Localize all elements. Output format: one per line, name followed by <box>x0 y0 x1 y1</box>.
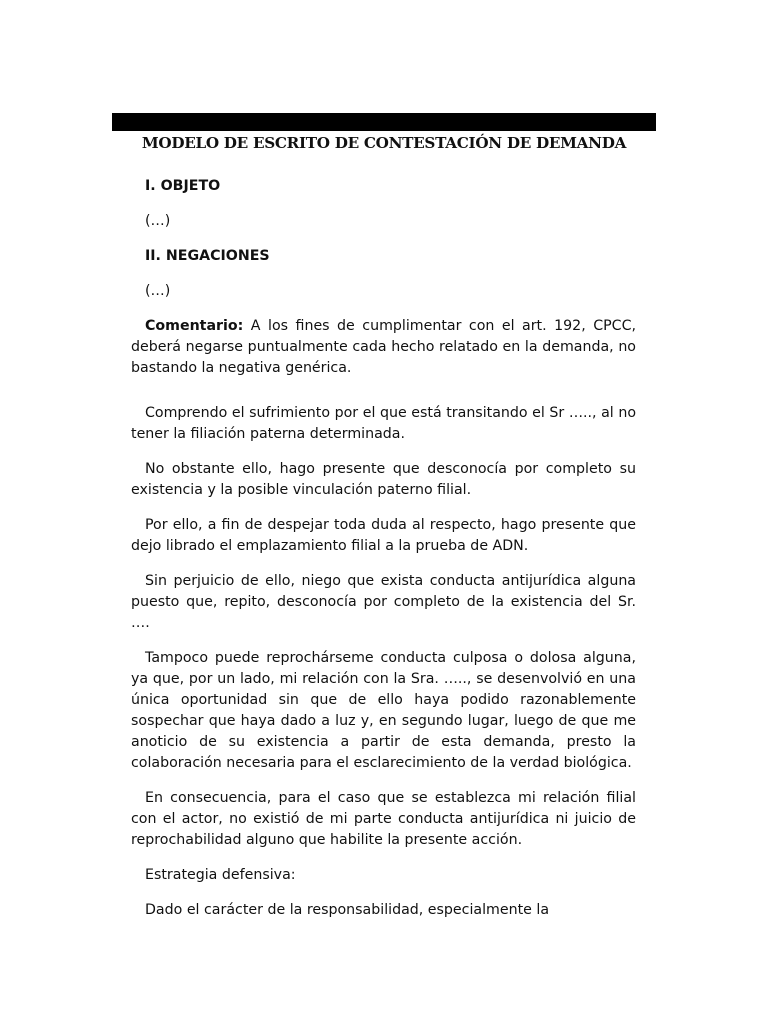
ellipsis-objeto: (…) <box>145 213 171 229</box>
document-title: MODELO DE ESCRITO DE CONTESTACIÓN DE DEMANDA <box>141 134 627 152</box>
section-heading-negaciones: II. NEGACIONES <box>145 248 270 264</box>
comment-label: Comentario: <box>145 318 244 334</box>
section-heading-objeto: I. OBJETO <box>145 178 221 194</box>
paragraph: Comprendo el sufrimiento por el que está transitando el Sr ….., al no tener la filiación paterna determinada. <box>131 405 636 442</box>
paragraph: Sin perjuicio de ello, niego que exista conducta antijurídica alguna puesto que, repito, desconocía por completo de la existencia del Sr. …. <box>131 573 636 631</box>
paragraph: Tampoco puede reprochárseme conducta culposa o dolosa alguna, ya que, por un lado, mi relación con la Sra. ….., se desenvolvió en una única oportunidad sin que de ello haya podido razonablemente sospechar que haya dado a luz y, en segundo lugar, luego de que me anoticio de su existencia a partir de esta demanda, presto la colaboración necesaria para el esclarecimiento de la verdad biológica. <box>131 650 636 771</box>
paragraph: Por ello, a fin de despejar toda duda al respecto, hago presente que dejo librado el emplazamiento filial a la prueba de ADN. <box>131 517 636 554</box>
paragraph: En consecuencia, para el caso que se establezca mi relación filial con el actor, no existió de mi parte conducta antijurídica ni juicio de reprochabilidad alguno que habilite la presente acción. <box>131 790 636 848</box>
comment-text: A los fines de cumplimentar con el art. 192, CPCC, deberá negarse puntualmente cada hecho relatado en la demanda, no bastando la negativa genérica. <box>131 318 636 376</box>
document-body <box>131 176 636 921</box>
comment-paragraph <box>131 316 636 379</box>
final-paragraph: Dado el carácter de la responsabilidad, especialmente la <box>145 902 550 918</box>
ellipsis-negaciones: (…) <box>145 283 171 299</box>
paragraph: No obstante ello, hago presente que desconocía por completo su existencia y la posible vinculación paterno filial. <box>131 461 636 498</box>
header-black-bar <box>112 113 656 131</box>
strategy-label: Estrategia defensiva: <box>145 867 296 883</box>
